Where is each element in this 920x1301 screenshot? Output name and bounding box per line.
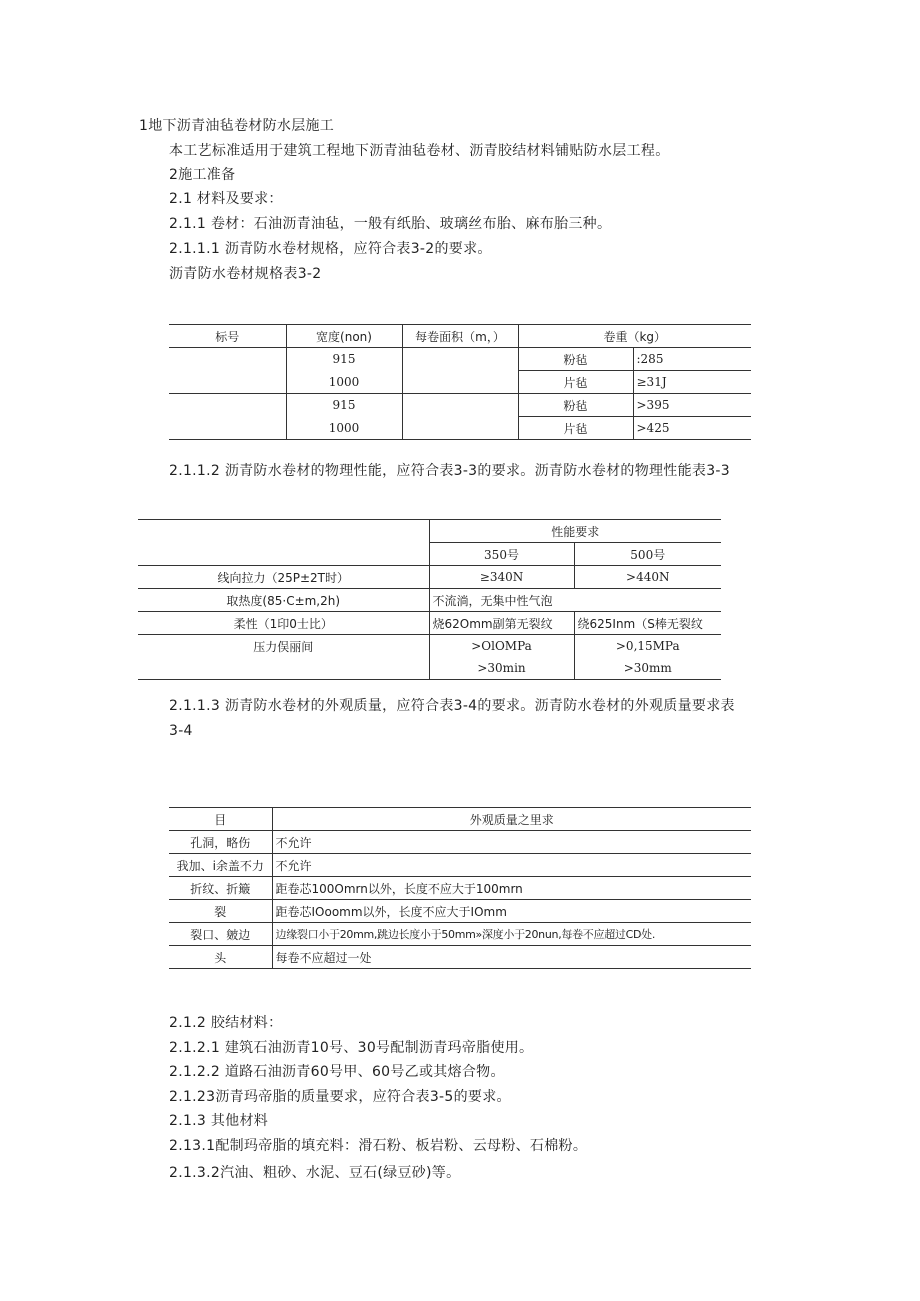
- t33-row-label: 柔性（1印0士比）: [138, 612, 429, 635]
- t34-header-item: 目: [169, 808, 272, 831]
- clause-2-1-3: 2.1.3 其他材料: [169, 1113, 269, 1129]
- t32-cell-width: 915: [286, 394, 402, 417]
- t33-header-requirement: 性能要求: [429, 520, 721, 543]
- t34-header-requirement: 外观质量之里求: [272, 808, 751, 831]
- t32-cell-width: 915: [286, 348, 402, 371]
- t33-cell-500: >30mm: [574, 657, 721, 680]
- t32-cell-weight: ≥31J: [633, 371, 751, 394]
- clause-2-1-2-2: 2.1.2.2 道路石油沥青60号甲、60号乙或其熔合物。: [169, 1064, 505, 1080]
- t33-cell-500: >440N: [574, 566, 721, 589]
- t33-header-500: 500号: [574, 543, 721, 566]
- t33-cell-500: >0,15MPa: [574, 635, 721, 658]
- t33-cell-350: 烧62Omm副第无裂纹: [429, 612, 574, 635]
- t33-cell-350: ≥340N: [429, 566, 574, 589]
- t34-cell-item: 我加、i余盖不力: [169, 854, 272, 877]
- t32-cell-width: 1000: [286, 417, 402, 440]
- t34-cell-requirement: 不允许: [272, 854, 751, 877]
- t34-cell-requirement: 不允许: [272, 831, 751, 854]
- t34-cell-item: 头: [169, 946, 272, 969]
- table-3-2-caption: 沥青防水卷材规格表3-2: [169, 266, 322, 282]
- clause-2-1-1-2: 2.1.1.2 沥青防水卷材的物理性能，应符合表3-3的要求。沥青防水卷材的物理性能表3-3: [169, 463, 730, 479]
- t32-cell-type: 粉毡: [518, 348, 633, 371]
- section-heading-2: 2施工准备: [169, 167, 236, 183]
- scope-paragraph: 本工艺标准适用于建筑工程地下沥青油毡卷材、沥青胶结材料铺贴防水层工程。: [169, 143, 670, 159]
- t32-cell-weight: :285: [633, 348, 751, 371]
- table-3-2: [169, 324, 751, 440]
- table-3-3: [138, 519, 721, 680]
- table-3-4-caption-number: 3-4: [169, 723, 193, 739]
- t33-cell-350: >30min: [429, 657, 574, 680]
- clause-2-1-2-3: 2.1.23沥青玛帝脂的质量要求，应符合表3-5的要求。: [169, 1089, 511, 1105]
- t34-cell-item: 裂口、皴边: [169, 923, 272, 946]
- t34-cell-item: 孔洞，略伤: [169, 831, 272, 854]
- t33-cell-500: 绕625Inm（S棒无裂纹: [574, 612, 721, 635]
- t34-cell-item: 折纹、折簸: [169, 877, 272, 900]
- t33-cell-merged: 不流淌，无集中性气泡: [429, 589, 721, 612]
- clause-2-1-1: 2.1.1 卷材：石油沥青油毡，一般有纸胎、玻璃丝布胎、麻布胎三种。: [169, 216, 612, 232]
- t32-cell-weight: >425: [633, 417, 751, 440]
- t32-cell-width: 1000: [286, 371, 402, 394]
- t32-header-grade: 标号: [169, 325, 286, 348]
- t32-cell-weight: >395: [633, 394, 751, 417]
- t33-row-label: 压力俣丽间: [138, 635, 429, 680]
- t32-header-area: 每卷面积（m，）: [402, 325, 518, 348]
- t32-cell-type: 粉毡: [518, 394, 633, 417]
- clause-2-1: 2.1 材料及要求：: [169, 191, 283, 207]
- t33-row-label: 线向拉力（25P±2T时）: [138, 566, 429, 589]
- t34-cell-requirement: 边缘裂口小于20mm,跳边长度小于50mm»深度小于20nun,每卷不应超过CD处.: [272, 923, 751, 946]
- t34-cell-requirement: 距卷芯100Omrn以外，长度不应大于100mrn: [272, 877, 751, 900]
- t32-header-weight: 卷重（kg）: [518, 325, 751, 348]
- t32-header-width: 宽度(non): [286, 325, 402, 348]
- t34-cell-requirement: 每卷不应超过一处: [272, 946, 751, 969]
- clause-2-1-2: 2.1.2 胶结材料：: [169, 1015, 283, 1031]
- t34-cell-item: 裂: [169, 900, 272, 923]
- table-3-4: [169, 807, 751, 969]
- t32-cell-type: 片毡: [518, 417, 633, 440]
- t33-header-350: 350号: [429, 543, 574, 566]
- clause-2-1-2-1: 2.1.2.1 建筑石油沥青10号、30号配制沥青玛帝脂使用。: [169, 1040, 534, 1056]
- section-heading-1: 1地下沥青油毡卷材防水层施工: [139, 118, 335, 134]
- t32-cell-type: 片毡: [518, 371, 633, 394]
- clause-2-1-3-2: 2.1.3.2汽油、粗砂、水泥、豆石(绿豆砂)等。: [169, 1165, 461, 1181]
- t33-row-label: 取热度(85·C±m,2h): [138, 589, 429, 612]
- clause-2-1-1-1: 2.1.1.1 沥青防水卷材规格，应符合表3-2的要求。: [169, 241, 492, 257]
- clause-2-1-3-1: 2.13.1配制玛帝脂的填充料：滑石粉、板岩粉、云母粉、石棉粉。: [169, 1138, 588, 1154]
- t33-cell-350: >OlOMPa: [429, 635, 574, 658]
- clause-2-1-1-3: 2.1.1.3 沥青防水卷材的外观质量，应符合表3-4的要求。沥青防水卷材的外观质量要求表: [169, 698, 735, 714]
- t34-cell-requirement: 距卷芯IOoomm以外，长度不应大于IOmm: [272, 900, 751, 923]
